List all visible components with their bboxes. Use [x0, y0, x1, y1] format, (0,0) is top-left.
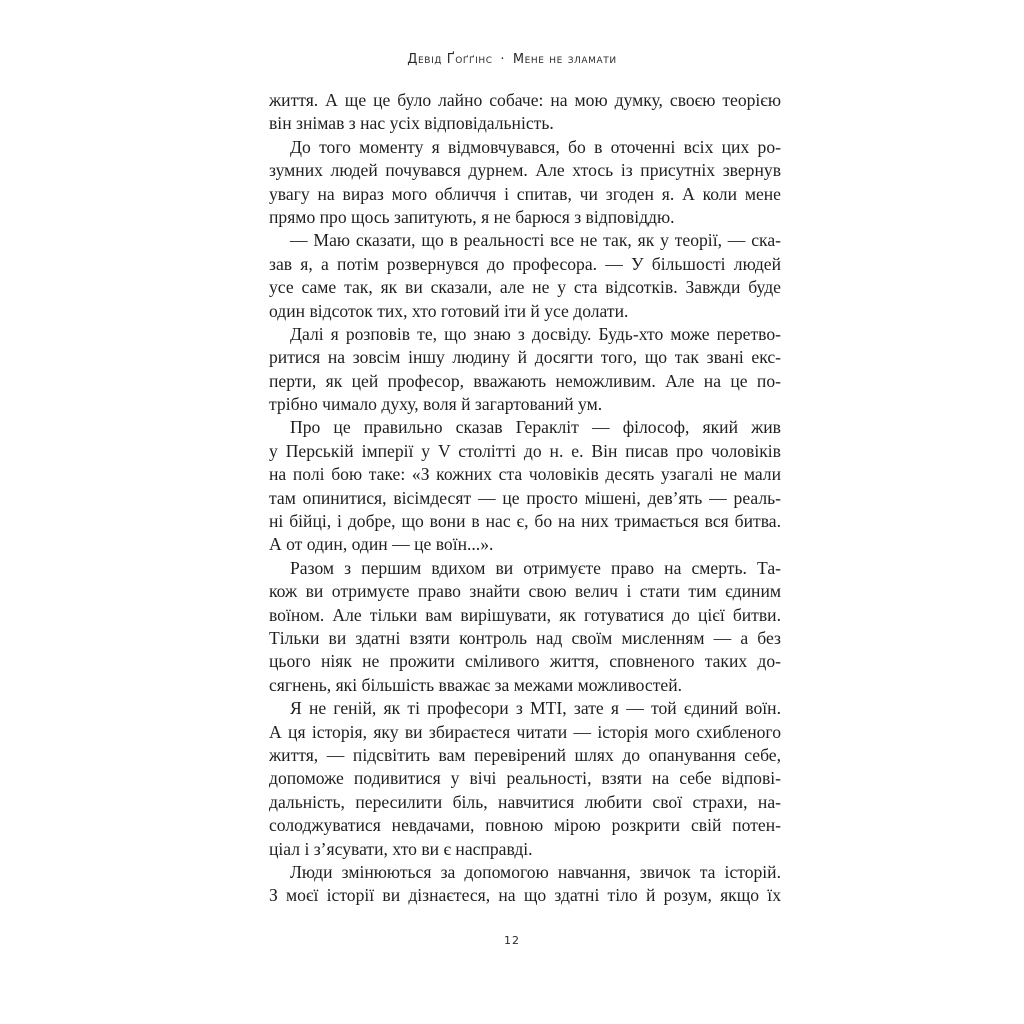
text-line: А ця історія, яку ви збираєтеся читати — історія мого схибленого — [269, 721, 781, 742]
text-line: зумних людей почувався дурнем. Але хтось із присутніх звернув — [269, 160, 781, 181]
text-line: усе саме так, як ви сказали, але не у ста відсотків. Завжди буде — [269, 277, 781, 298]
header-author: Девід Ґоґґінс — [407, 52, 493, 67]
text-line: життя. А ще це було лайно собаче: на мою думку, своєю теорією — [269, 90, 781, 110]
text-line: у Перській імперії у V столітті до н. е. Він писав про чоловіків — [269, 440, 781, 461]
text-line: Далі я розповів те, що знаю з досвіду. Будь-хто може перетво- — [290, 323, 781, 344]
text-line: прямо про щось запитують, я не барюся з відповіддю. — [269, 206, 675, 227]
text-line: ні бійці, і добре, що вони в нас є, бо на них тримається вся битва. — [269, 511, 781, 532]
text-line: солоджуватися невдачами, повною мірою розкрити свій потен- — [269, 815, 781, 836]
text-line: Люди змінюються за допомогою навчання, звичок та історій. — [290, 861, 781, 882]
text-line: цього ніяк не прожити сміливого життя, сповненого таких до- — [269, 651, 781, 672]
text-line: зав я, а потім розвернувся до професора. — У більшості людей — [269, 253, 781, 274]
text-line: ціал і з’ясувати, хто ви є насправді. — [269, 838, 533, 859]
page-number: 12 — [504, 934, 520, 947]
text-line: воїном. Але тільки вам вирішувати, як готуватися до цієї битви. — [269, 604, 781, 625]
text-line: там опинитися, вісімдесят — це просто мішені, дев’ять — реаль- — [269, 487, 781, 508]
text-line: Про це правильно сказав Геракліт — філософ, який жив — [290, 417, 781, 438]
text-line: на полі бою таке: «З кожних ста чоловіків десять узагалі не мали — [269, 464, 781, 485]
text-line: перти, як цей професор, вважають неможливим. Але на це по- — [269, 370, 781, 391]
text-line: ритися на зовсім іншу людину й досягти того, що так звані екс- — [269, 347, 781, 368]
text-line: увагу на вираз мого обличчя і спитав, чи згоден я. А коли мене — [269, 183, 781, 204]
text-line: кож ви отримуєте право знайти свою велич і стати тим єдиним — [269, 581, 781, 602]
text-line: А от один, один — це воїн...». — [269, 534, 494, 555]
text-line: трібно чимало духу, воля й загартований ум. — [269, 394, 603, 415]
text-line: один відсоток тих, хто готовий іти й усе долати. — [269, 300, 629, 321]
text-line: Тільки ви здатні взяти контроль над своїм мисленням — а без — [269, 627, 781, 648]
text-line: дальність, пересилити біль, навчитися любити свої страхи, на- — [269, 791, 781, 812]
running-header — [0, 52, 1024, 67]
text-line: він знімав з нас усіх відповідальність. — [269, 113, 554, 134]
body-text — [269, 89, 781, 908]
header-separator: · — [500, 52, 506, 67]
text-line: життя, — підсвітить вам перевірений шлях до опанування себе, — [269, 744, 781, 765]
text-line: До того моменту я відмовчувався, бо в оточенні всіх цих ро- — [290, 136, 781, 157]
text-line: сягнень, які більшість вважає за межами можливостей. — [269, 674, 683, 695]
header-book-title: Мене не зламати — [512, 52, 617, 67]
text-line: — Маю сказати, що в реальності все не так, як у теорії, — ска- — [290, 230, 781, 251]
text-line: Я не геній, як ті професори з MTI, зате я — той єдиний воїн. — [290, 698, 781, 719]
text-line: Разом з першим вдихом ви отримуєте право на смерть. Та- — [290, 557, 781, 578]
text-line: допоможе подивитися у вічі реальності, взяти на себе відпові- — [269, 768, 781, 789]
text-line: З моєї історії ви дізнаєтеся, на що здатні тіло й розум, якщо їх — [269, 885, 781, 906]
